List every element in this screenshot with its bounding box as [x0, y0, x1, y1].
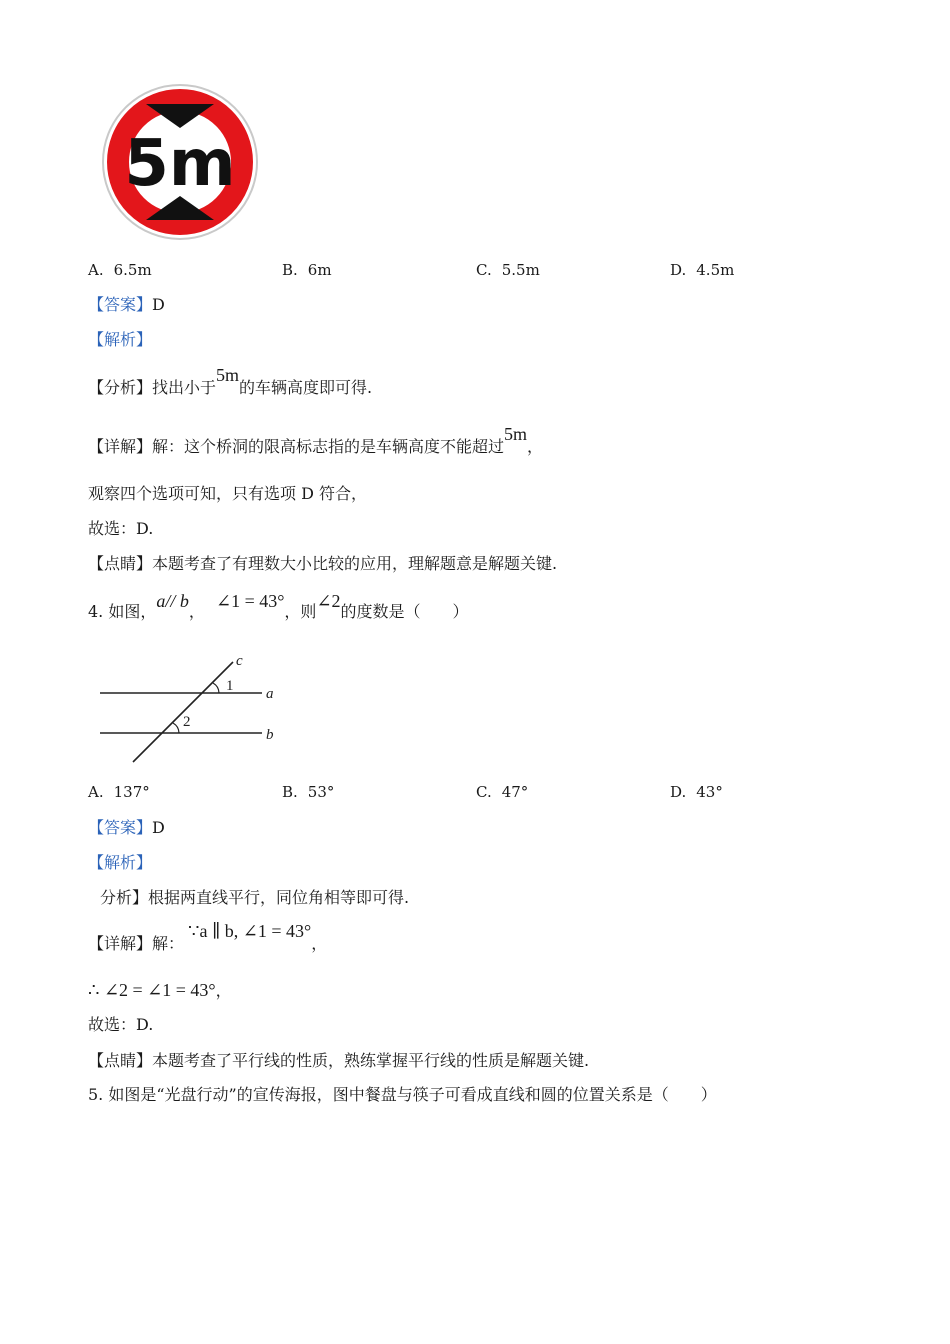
q3-option-b: B. 6m	[282, 261, 332, 279]
q3-answer: 【答案】D	[88, 295, 165, 314]
q4-step: ∴ ∠2 = ∠1 = 43°，	[88, 980, 232, 1000]
q4-answer: 【答案】D	[88, 818, 165, 837]
parallel-lines-figure	[95, 650, 285, 765]
q4-option-a: A. 137°	[88, 783, 150, 801]
q3-fenxi: 【分析】找出小于5m的车辆高度即可得.	[88, 365, 373, 397]
label-angle-2: 2	[183, 714, 191, 730]
q3-line3: 故选：D.	[88, 519, 154, 538]
q3-option-a: A. 6.5m	[88, 261, 152, 279]
q4-detail: 【详解】解：∵a ∥ b, ∠1 = 43°，	[88, 921, 328, 953]
label-angle-1: 1	[226, 678, 234, 694]
q3-comment: 【点睛】本题考查了有理数大小比较的应用，理解题意是解题关键.	[88, 554, 558, 573]
q4-option-d: D. 43°	[670, 783, 723, 801]
sign-text: 5m	[124, 127, 236, 201]
label-a: a	[266, 686, 274, 702]
q4-option-b: B. 53°	[282, 783, 335, 801]
q3-detail: 【详解】解：这个桥洞的限高标志指的是车辆高度不能超过5m，	[88, 424, 544, 456]
q4-question: 4. 如图，a// b， ∠1 = 43°，则∠2的度数是（ ）	[88, 591, 469, 621]
height-limit-sign	[100, 82, 260, 242]
line-c	[133, 662, 233, 762]
q4-line3: 故选：D.	[88, 1015, 154, 1034]
q4-analysis-tag: 【解析】	[88, 853, 153, 872]
q5-question: 5. 如图是“光盘行动”的宣传海报，图中餐盘与筷子可看成直线和圆的位置关系是（ ）	[88, 1085, 717, 1104]
q3-option-d: D. 4.5m	[670, 261, 735, 279]
q3-line2: 观察四个选项可知，只有选项 D 符合，	[88, 484, 368, 503]
q3-option-c: C. 5.5m	[476, 261, 540, 279]
angle-2-arc	[173, 723, 179, 733]
q3-analysis-tag: 【解析】	[88, 330, 153, 349]
label-c: c	[236, 653, 243, 669]
q4-fenxi: 分析】根据两直线平行，同位角相等即可得.	[100, 888, 410, 907]
q4-comment: 【点睛】本题考查了平行线的性质，熟练掌握平行线的性质是解题关键.	[88, 1051, 590, 1070]
q4-option-c: C. 47°	[476, 783, 529, 801]
label-b: b	[266, 727, 274, 743]
angle-1-arc	[213, 683, 219, 693]
